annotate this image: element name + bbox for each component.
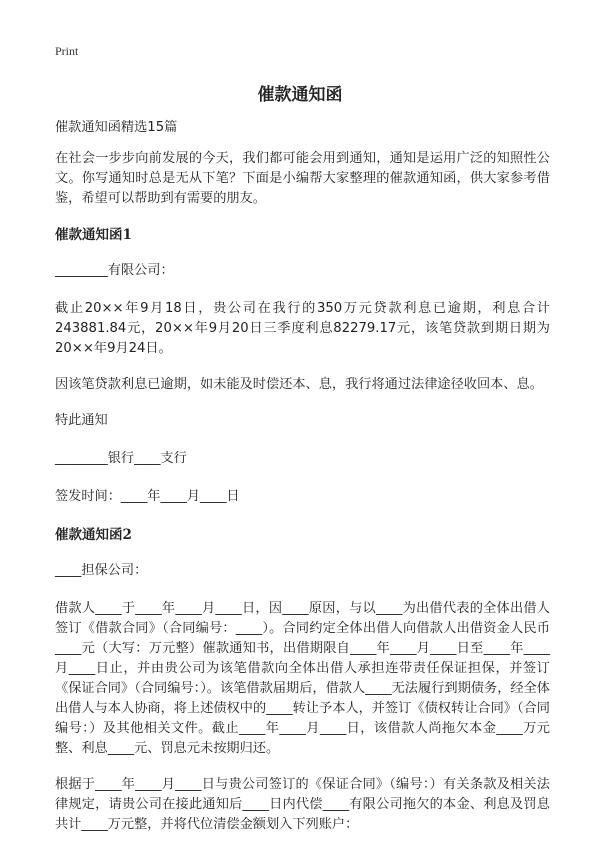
page-title: 催款通知函 xyxy=(257,85,343,105)
letter1-bank: ________银行____支行 xyxy=(55,451,187,466)
letter1-notice: 特此通知 xyxy=(55,413,108,428)
letter2-body-1: 借款人____于____年____月____日，因____原因，与以____为出借代表的全体出借人签订《借款合同》（合同编号：____）。合同约定全体出借人向借款人出借资金人民币____元（大写：万元整）催款通知书，出借期限自____年____月____日至____年____月____日止，并由贵公司为该笔借款向全体出借人承担连带责任保证担保，并签订《保证合同》（合同编号：）。该笔借款届期后，借款人____无法履行到期债务，经全体出借人与本人协商，将上述债权中的____转让予本人，并签订《债权转让合同》（合同编号：）及其他相关文件。截止____年____月____日，该借款人尚拖欠本金____万元整、利息____元、罚息元未按期归还。 xyxy=(55,601,550,756)
document-subtitle: 催款通知函精选15篇 xyxy=(55,120,178,135)
print-label: Print xyxy=(55,44,79,58)
letter1-heading: 催款通知函1 xyxy=(55,227,132,243)
letter1-body-1: 截止20××年9月18日，贵公司在我行的350万元贷款利息已逾期，利息合计243881.84元，20××年9月20日三季度利息82279.17元，该笔贷款到期日期为20××年9月24日。 xyxy=(55,301,550,356)
intro-paragraph: 在社会一步步向前发展的今天，我们都可能会用到通知，通知是运用广泛的知照性公文。你写通知时总是无从下笔？下面是小编帮大家整理的催款通知函，供大家参考借鉴，希望可以帮助到有需要的朋友。 xyxy=(55,151,550,206)
letter2-heading: 催款通知函2 xyxy=(55,527,132,543)
letter1-date: 签发时间：____年____月____日 xyxy=(55,489,240,504)
document-body xyxy=(55,118,550,851)
letter2-addressee: ____担保公司： xyxy=(55,563,148,578)
letter1-body-2: 因该笔贷款利息已逾期，如未能及时偿还本、息，我行将通过法律途径收回本、息。 xyxy=(55,377,543,392)
letter1-addressee: ________有限公司： xyxy=(55,263,174,278)
letter2-body-2: 根据于____年____月____日与贵公司签订的《保证合同》（编号：）有关条款及相关法律规定，请贵公司在接此通知后____日内代偿____有限公司拖欠的本金、利息及罚息共计____万元整，并将代位清偿金额划入下列账户： xyxy=(55,777,550,832)
